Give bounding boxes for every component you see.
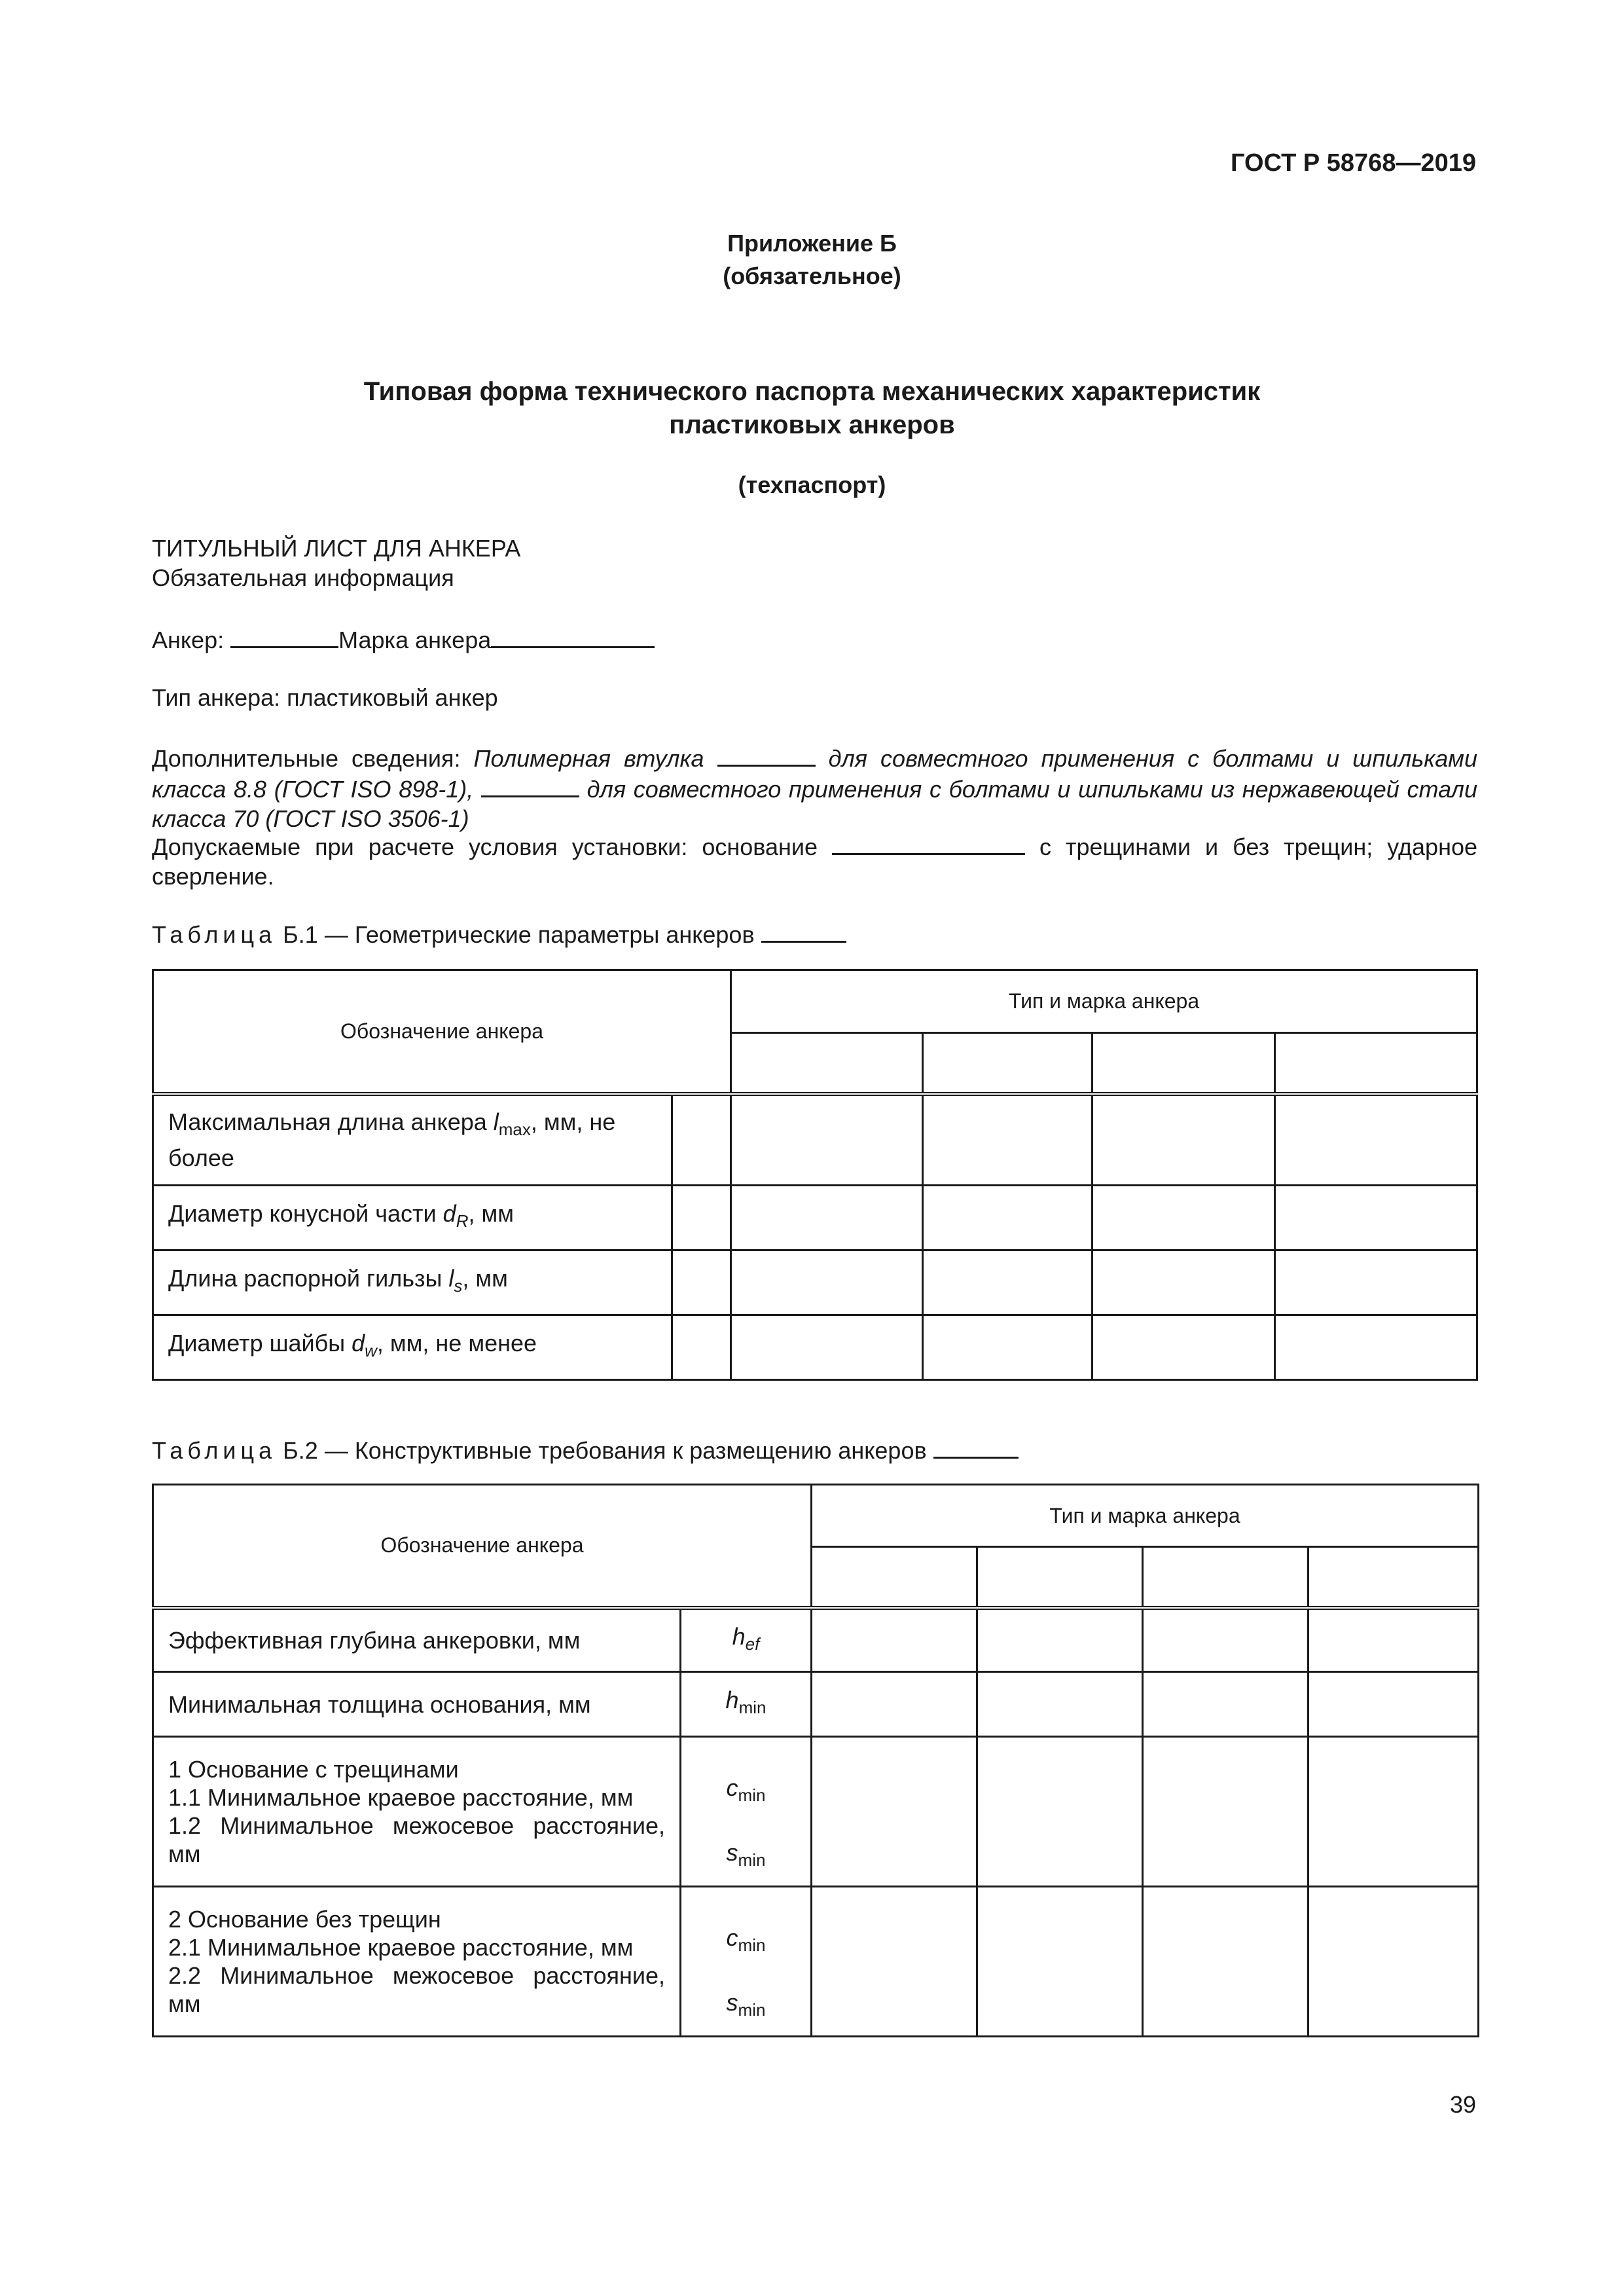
table1-caption-blank[interactable] — [761, 919, 846, 943]
page-number: 39 — [1449, 2091, 1476, 2118]
anchor-type: Тип анкера: пластиковый анкер — [152, 684, 498, 711]
form-subtitle: (техпаспорт) — [738, 471, 886, 498]
table1-value-cell[interactable] — [731, 1094, 923, 1186]
table2-caption-word: Таблица — [152, 1437, 277, 1464]
table1-value-cell[interactable] — [1092, 1315, 1275, 1380]
table2-value-cell[interactable] — [977, 1672, 1143, 1737]
table-row — [153, 1250, 1477, 1315]
table1-row-label: Диаметр шайбы $d_w$, мм, не менее — [153, 1315, 672, 1380]
table1-caption-word: Таблица — [152, 921, 277, 948]
table-row — [153, 1887, 1479, 2037]
sleeve-blank-1[interactable] — [717, 742, 816, 767]
table2-value-cell[interactable] — [812, 1672, 977, 1737]
conditions-part1: Допускаемые при расчете условия установки: основание — [152, 833, 818, 860]
annex-status: (обязательное) — [723, 263, 901, 289]
base-blank[interactable] — [832, 831, 1025, 855]
table2-header-designation: Обозначение анкера — [153, 1485, 812, 1608]
form-title-line2: пластиковых анкеров — [669, 410, 955, 439]
table2-value-cell[interactable] — [1143, 1737, 1308, 1887]
table2 — [152, 1484, 1479, 2037]
table-row — [153, 1186, 1477, 1250]
title-page-block — [152, 534, 1477, 592]
table1-caption — [152, 919, 1477, 949]
table2-value-cell[interactable] — [1143, 1887, 1308, 2037]
table2-value-cell[interactable] — [1308, 1737, 1479, 1887]
table1-symbol-cell[interactable] — [672, 1186, 731, 1250]
table2-value-cell[interactable] — [1308, 1608, 1479, 1672]
table2-type-cell-1[interactable] — [812, 1547, 977, 1608]
table2-value-cell[interactable] — [977, 1608, 1143, 1672]
title-page-heading: ТИТУЛЬНЫЙ ЛИСТ ДЛЯ АНКЕРА — [152, 535, 521, 562]
table2-group2-symbols: $c_{min}$ $s_{min}$ — [681, 1887, 812, 2037]
table1-value-cell[interactable] — [923, 1186, 1092, 1250]
table2-type-cell-3[interactable] — [1143, 1547, 1308, 1608]
table1-value-cell[interactable] — [1275, 1186, 1477, 1250]
installation-conditions — [152, 831, 1477, 891]
anchor-label: Анкер: — [152, 627, 225, 653]
table2-group2-label: 2 Основание без трещин 2.1 Минимальное краевое расстояние, мм 2.2 Минимальное межосевое расстояние, мм — [153, 1887, 681, 2037]
table-row — [153, 1737, 1479, 1887]
table1-type-cell-4[interactable] — [1275, 1033, 1477, 1094]
table2-row-label: Эффективная глубина анкеровки, мм — [153, 1608, 681, 1672]
table1-value-cell[interactable] — [923, 1315, 1092, 1380]
extra-part2: для совместного применения с болтами и шпильками класса 8.8 (ГОСТ ISO 898-1), — [152, 745, 1477, 803]
table2-caption-blank[interactable] — [933, 1434, 1019, 1459]
table1-row-label: Длина распорной гильзы $l_s$, мм — [153, 1250, 672, 1315]
brand-label: Марка анкера — [338, 627, 492, 653]
brand-blank[interactable] — [491, 624, 655, 648]
conditions-part2: с трещинами и без трещин; ударное сверление. — [152, 833, 1477, 890]
anchor-blank[interactable] — [230, 624, 338, 648]
table2-group1-label: 1 Основание с трещинами 1.1 Минимальное краевое расстояние, мм 1.2 Минимальное межосевое расстояние, мм — [153, 1737, 681, 1887]
table2-value-cell[interactable] — [812, 1608, 977, 1672]
table1-value-cell[interactable] — [923, 1094, 1092, 1186]
table1-symbol-cell[interactable] — [672, 1250, 731, 1315]
form-title — [0, 375, 1624, 442]
table1-value-cell[interactable] — [1275, 1094, 1477, 1186]
table1-value-cell[interactable] — [923, 1250, 1092, 1315]
table1-value-cell[interactable] — [731, 1315, 923, 1380]
table1-value-cell[interactable] — [1092, 1186, 1275, 1250]
table1-header-type: Тип и марка анкера — [731, 970, 1477, 1033]
table2-value-cell[interactable] — [1308, 1672, 1479, 1737]
table2-value-cell[interactable] — [812, 1887, 977, 2037]
table1-type-cell-2[interactable] — [923, 1033, 1092, 1094]
extra-part3: для совместного применения с болтами и шпильками из нержавеющей стали класса 70 (ГОСТ ISO 3506-1) — [152, 776, 1478, 832]
annex-heading — [0, 227, 1624, 293]
table1-value-cell[interactable] — [1275, 1250, 1477, 1315]
table2-value-cell[interactable] — [1143, 1672, 1308, 1737]
annex-title: Приложение Б — [727, 230, 897, 257]
table1-symbol-cell[interactable] — [672, 1094, 731, 1186]
table2-group1-symbols: $c_{min}$ $s_{min}$ — [681, 1737, 812, 1887]
table1-caption-text: Б.1 — Геометрические параметры анкеров — [283, 921, 755, 948]
table1-value-cell[interactable] — [731, 1186, 923, 1250]
table-row — [153, 1608, 1479, 1672]
table1-type-cell-3[interactable] — [1092, 1033, 1275, 1094]
table2-header-type: Тип и марка анкера — [812, 1485, 1479, 1547]
form-title-line1: Типовая форма технического паспорта механических характеристик — [363, 377, 1261, 406]
table1-symbol-cell[interactable] — [672, 1315, 731, 1380]
sleeve-blank-2[interactable] — [481, 773, 579, 797]
table1 — [152, 969, 1478, 1381]
table2-value-cell[interactable] — [977, 1737, 1143, 1887]
table1-value-cell[interactable] — [1275, 1315, 1477, 1380]
table-row — [153, 1315, 1477, 1380]
table1-row-label: Максимальная длина анкера $l_{max}$, мм, не более — [153, 1094, 672, 1186]
table2-caption — [152, 1434, 1477, 1465]
table-row — [153, 1672, 1479, 1737]
table2-type-cell-2[interactable] — [977, 1547, 1143, 1608]
table1-value-cell[interactable] — [1092, 1094, 1275, 1186]
table2-value-cell[interactable] — [977, 1887, 1143, 2037]
extra-info — [152, 742, 1477, 833]
table1-row-label: Диаметр конусной части $d_R$, мм — [153, 1186, 672, 1250]
table1-value-cell[interactable] — [1092, 1250, 1275, 1315]
table1-header-designation: Обозначение анкера — [153, 970, 731, 1094]
extra-label: Дополнительные сведения: — [152, 745, 461, 772]
table2-symbol-cell: $h_{ef}$ — [681, 1608, 812, 1672]
table2-value-cell[interactable] — [1308, 1887, 1479, 2037]
table2-row-label: Минимальная толщина основания, мм — [153, 1672, 681, 1737]
required-info-label: Обязательная информация — [152, 564, 454, 591]
table2-caption-text: Б.2 — Конструктивные требования к размещению анкеров — [283, 1437, 927, 1464]
table1-type-cell-1[interactable] — [731, 1033, 923, 1094]
standard-number: ГОСТ Р 58768—2019 — [1231, 149, 1476, 177]
table-row — [153, 1094, 1477, 1186]
table2-type-cell-4[interactable] — [1308, 1547, 1479, 1608]
extra-part1: Полимерная втулка — [473, 745, 704, 772]
table2-value-cell[interactable] — [812, 1737, 977, 1887]
table2-value-cell[interactable] — [1143, 1608, 1308, 1672]
anchor-line — [152, 624, 1477, 655]
table2-symbol-cell: $h_{min}$ — [681, 1672, 812, 1737]
table1-value-cell[interactable] — [731, 1250, 923, 1315]
